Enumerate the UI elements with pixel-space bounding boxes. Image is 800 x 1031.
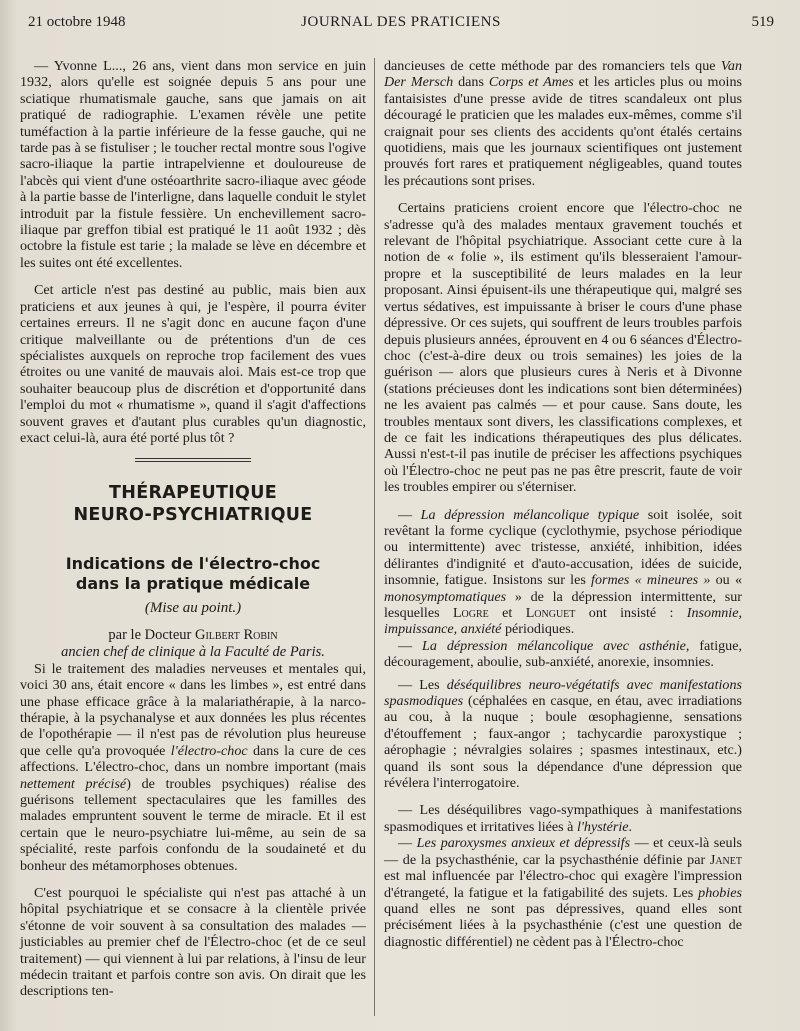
- author-affiliation: ancien chef de clinique à la Faculté de Paris.: [61, 643, 325, 660]
- continued-paragraph: dancieuses de cette méthode par des romanciers tels que Van Der Mersch dans Corps et Ames et les articles plus ou moins fantaisistes d'une presse avide de titres scandaleux ont plus découragé le praticien que les malades eux-mêmes, comme s'il craignait pour ses clients des accidents qu'ont étalés certains quotidiens, mais que les journaux scientifiques ont justement prouvés fort rares et pratiquement négligeables, quand toutes les précautions sont prises.: [384, 58, 742, 189]
- author-name: Gilbert Robin: [194, 626, 278, 643]
- page-number: 519: [751, 14, 774, 30]
- article-subtitle: (Mise au point.): [144, 600, 242, 617]
- article-title: [20, 554, 366, 594]
- intro-paragraph: Si le traitement des maladies nerveuses et mentales qui, voici 30 ans, était encore « dans les limbes », est entré dans une phase efficace grâce à la malariathérapie, à la narco-thérapie, à la psychanalyse et aux données les plus récentes de l'opothérapie — il n'est pas de révolution plus heureuse que celle qu'a provoquée l'électro-choc dans la cure de ces affections. L'électro-choc, dans un nombre important (mais nettement précisé) de troubles psychiques) réalise des guérisons tellement spectaculaires que les familles des malades empruntent souvent le terme de miracle. Et il est certain que le neuro-psychiatre lui-même, au sein de sa spécialité, reste parfois confondu de la soudaineté et du bonheur des métamorphoses obtenues.: [20, 660, 366, 874]
- byline: [20, 627, 366, 661]
- body-paragraph: C'est pourquoi le spécialiste qui n'est pas attaché à un hôpital psychiatrique et se consacre à la clientèle privée s'étonne de voir souvent à sa consultation des malades — justiciables au premier chef de l'Électro-choc (et de ce seul traitement) — qui viennent à lui par relations, à l'insu de leur médecin traitant et parfois contre son avis. On dirait que les descriptions ten-: [20, 885, 366, 1000]
- right-column: [384, 58, 742, 950]
- case-report-paragraph: — Yvonne L..., 26 ans, vient dans mon service en juin 1932, alors qu'elle est soignée depuis 5 ans pour une sciatique rhumatismale gauche, sans que jamais on ait pratiqué de radiographie. L'examen révèle une petite tuméfaction à la partie inférieure de la fesse gauche, qui ne tarde pas à se fistuliser ; le toucher rectal montre sous l'ogive sacro-iliaque la partie intrapelvienne et douloureuse de l'abcès qui vient d'une ostéoarthrite sacro-iliaque avec géode à la partie basse de l'interligne, dans laquelle conduit le stylet introduit par la fistule fessière. Un enchevillement sacro-iliaque par greffon tibial est pratiqué le 11 août 1932 ; dès octobre la fistule est tarie ; la malade se lève en décembre et les suites ont été excellentes.: [20, 58, 366, 271]
- section-title: [20, 482, 366, 526]
- article-title-line-1: Indications de l'électro-choc: [65, 554, 321, 574]
- left-column: [20, 58, 366, 1000]
- section-title-line-1: THÉRAPEUTIQUE: [109, 483, 277, 504]
- indication-item: — La dépression mélancolique avec asthénie, fatigue, découragement, aboulie, sub-anxiété, anorexie, insomnies.: [384, 637, 742, 671]
- running-header: [28, 14, 774, 36]
- journal-title: JOURNAL DES PRATICIENS: [301, 14, 501, 30]
- issue-date: 21 octobre 1948: [28, 14, 126, 30]
- indication-item: — Les déséquilibres neuro-végétatifs avec manifestations spasmodiques (céphalées en casque, en étau, avec irradiations au cou, à la nuque ; boule œsophagienne, sensations d'étouffement ; faux-angor ; tachycardie paroxystique ; aérophagie ; névralgies solaires ; spasmes intestinaux, etc.) quand ils sont sous la dépendance d'une dépression que révélera l'interrogatoire.: [384, 676, 742, 792]
- indication-item: — Les déséquilibres vago-sympathiques à manifestations spasmodiques et irritatives liées à l'hystérie.: [384, 802, 742, 835]
- indication-item: — Les paroxysmes anxieux et dépressifs — et ceux-là seuls — de la psychasthénie, car la psychasthénie définie par Janet est mal influencée par l'électro-choc qui exagère l'impression d'étrangeté, la fatigue et la fatigabilité des sujets. Les phobies quand elles ne sont pas dépressives, quand elles sont précisément liées à la psychasthénie (c'est une question de diagnostic différentiel) ne cèdent pas à l'Électro-choc: [384, 835, 742, 950]
- body-paragraph: Certains praticiens croient encore que l'électro-choc ne s'adresse qu'à des malades mentaux gravement touchés et relevant de l'hôpital psychiatrique. Associant cette cure à la notion de « folie », ils estiment qu'ils blesseraient l'amour-propre et la susceptibilité de leurs malades en la leur proposant. Ainsi épuisent-ils une thérapeutique qui, malgré ses vertus sédatives, est impuissante à briser le cours d'une phase dépressive. Or ces sujets, qui souffrent de leurs troubles parfois depuis plusieurs années, éprouvent en 4 ou 6 séances d'Électro-choc (c'est-à-dire deux ou trois semaines) les joies de la guérison — alors que plusieurs cures à Neris et à Divonne (stations précieuses dont les indications sont bien déterminées) ne les avaient pas calmés — et pour cause. Sans doute, les troubles mentaux sont divers, les classifications complexes, et de ce fait les indications thérapeutiques des plus délicates. Aussi n'est-t-il pas inutile de préciser les affections psychiques où l'Électro-choc ne peut pas ne pas être prescrit, faute de voir les troubles empirer ou s'éterniser.: [384, 200, 742, 496]
- byline-prefix: par le Docteur: [108, 626, 195, 643]
- indication-item: — La dépression mélancolique typique soit isolée, soit revêtant la forme cyclique (cyclothymie, psychose périodique ou intermittente) avec tristesse, anxiété, inhibition, idées délirantes d'indignité et d'auto-accusation, idées de suicide, insomnie, fatigue. Insistons sur les formes « mineures » ou « monosymptomatiques » de la dépression intermittente, sur lesquelles Logre et Longuet ont insisté : Insomnie, impuissance, anxiété périodiques.: [384, 506, 742, 638]
- article-title-line-2: dans la pratique médicale: [75, 574, 311, 594]
- section-separator: [135, 458, 251, 462]
- conclusion-paragraph: Cet article n'est pas destiné au public, mais bien aux praticiens et aux jeunes à qui, je l'espère, il pourra éviter certaines erreurs. Il ne s'agit donc en aucune façon d'une critique malveillante ou de prétentions d'un de ces spécialistes auxquels on reproche trop facilement des vues étroites ou une vanité de mauvais aloi. Mais est-ce trop que souhaiter beaucoup plus de discrétion et d'opportunité dans l'emploi du mot « rhumatisme », quand il s'agit d'affections souvent graves et d'autant plus curables qu'un diagnostic, exact celui-là, aura été porté plus tôt ?: [20, 282, 366, 446]
- section-title-line-2: NEURO-PSYCHIATRIQUE: [73, 505, 313, 526]
- column-divider: [374, 58, 375, 1016]
